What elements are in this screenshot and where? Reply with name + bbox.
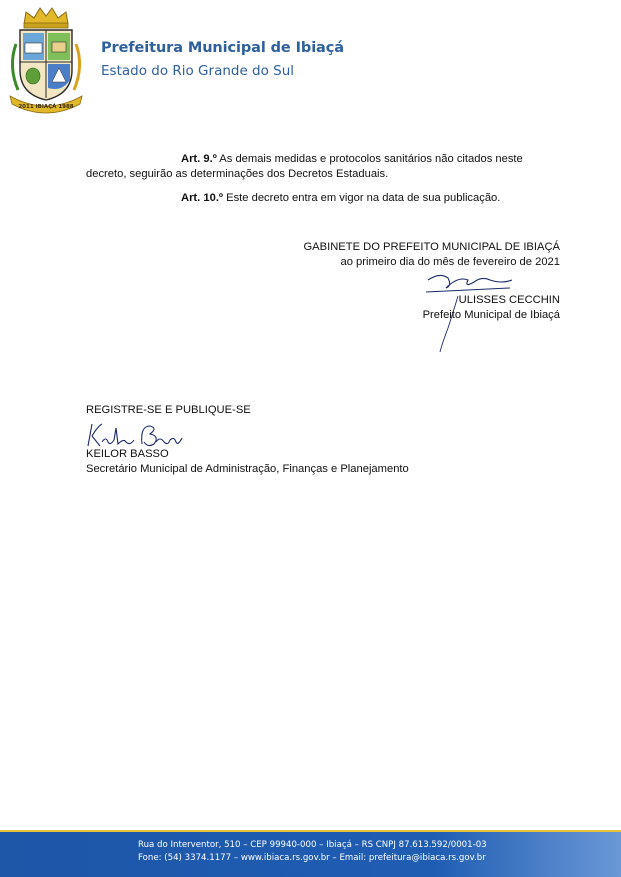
register-heading: REGISTRE-SE E PUBLIQUE-SE <box>86 404 251 416</box>
article-9 <box>181 152 523 166</box>
municipal-crest-icon <box>6 4 86 116</box>
organization-name: Prefeitura Municipal de Ibiaçá <box>101 40 344 56</box>
article-9-label: Art. 9.º <box>181 153 217 165</box>
crest-ribbon-text: 2011 IBIAÇÁ 1988 <box>18 104 74 110</box>
closing-date: ao primeiro dia do mês de fevereiro de 2021 <box>340 256 560 268</box>
footer-address: Rua do Interventor, 510 – CEP 99940-000 – Ibiaçá – RS CNPJ 87.613.592/0001-03 <box>138 840 487 850</box>
article-10-label: Art. 10.º <box>181 192 224 204</box>
mayor-name: ULISSES CECCHIN <box>458 294 560 306</box>
secretary-title: Secretário Municipal de Administração, Finanças e Planejamento <box>86 463 409 475</box>
mayor-title: Prefeito Municipal de Ibiaçá <box>422 309 560 321</box>
closing-office: GABINETE DO PREFEITO MUNICIPAL DE IBIAÇÁ <box>303 241 560 253</box>
secretary-name: KEILOR BASSO <box>86 448 169 460</box>
footer <box>0 832 621 877</box>
article-9-text: As demais medidas e protocolos sanitários não citados neste <box>216 153 523 165</box>
footer-contact: Fone: (54) 3374.1177 – www.ibiaca.rs.gov.br – Email: prefeitura@ibiaca.rs.gov.br <box>138 853 486 863</box>
article-9-continuation: decreto, seguirão as determinações dos Decretos Estaduais. <box>86 168 389 180</box>
article-10-text: Este decreto entra em vigor na data de sua publicação. <box>223 192 501 204</box>
organization-state: Estado do Rio Grande do Sul <box>101 63 295 79</box>
letterhead <box>0 0 621 120</box>
article-10 <box>181 191 500 205</box>
